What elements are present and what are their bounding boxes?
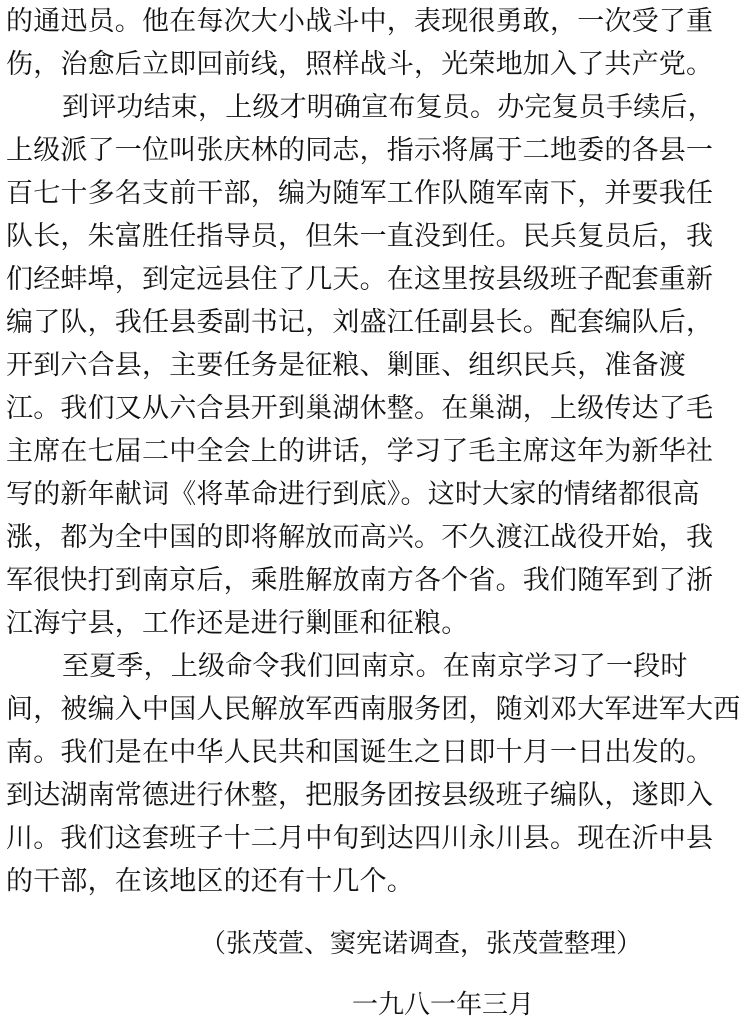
text-line: 川。我们这套班子十二月中旬到达四川永川县。现在沂中县 [6,823,714,854]
text-line: 写的新年献词《将革命进行到底》。这时大家的情绪都很高 [6,479,700,510]
text-line: 的通迅员。他在每次大小战斗中，表现很勇敢，一次受了重 [6,6,714,37]
text-line: 开到六合县，主要任务是征粮、剿匪、组织民兵，准备渡 [6,350,686,381]
text-line: 伤，治愈后立即回前线，照样战斗，光荣地加入了共产党。 [6,49,714,80]
text-line: 间，被编入中国人民解放军西南服务团，随刘邓大军进军大西 [6,694,740,725]
author-credit: （张茂萱、窦宪诺调查，张茂萱整理） [200,929,643,959]
text-line: 到评功结束，上级才明确宣布复员。办完复员手续后， [62,92,715,123]
text-line: 江。我们又从六合县开到巢湖休整。在巢湖，上级传达了毛 [6,393,714,424]
text-line: 南。我们是在中华人民共和国诞生之日即十月一日出发的。 [6,737,714,768]
text-line: 主席在七届二中全会上的讲话，学习了毛主席这年为新华社 [6,436,714,467]
text-line: 队长，朱富胜任指导员，但朱一直没到任。民兵复员后，我 [6,221,714,252]
text-line: 江海宁县，工作还是进行剿匪和征粮。 [6,608,469,639]
text-line: 们经蚌埠，到定远县住了几天。在这里按县级班子配套重新 [6,264,714,295]
text-line: 上级派了一位叫张庆林的同志，指示将属于二地委的各县一 [6,135,714,166]
text-line: 编了队，我任县委副书记，刘盛江任副县长。配套编队后， [6,307,714,338]
text-line: 军很快打到南京后，乘胜解放南方各个省。我们随军到了浙 [6,565,714,596]
text-line: 到达湖南常德进行休整，把服务团按县级班子编队，遂即入 [6,780,714,811]
text-line: 涨，都为全中国的即将解放而高兴。不久渡江战役开始，我 [6,522,714,553]
text-line: 至夏季，上级命令我们回南京。在南京学习了一段时 [62,651,688,682]
text-line: 的干部，在该地区的还有十几个。 [6,866,414,897]
document-date: 一九八一年三月 [352,990,535,1020]
text-line: 百七十多名支前干部，编为随军工作队随军南下，并要我任 [6,178,714,209]
